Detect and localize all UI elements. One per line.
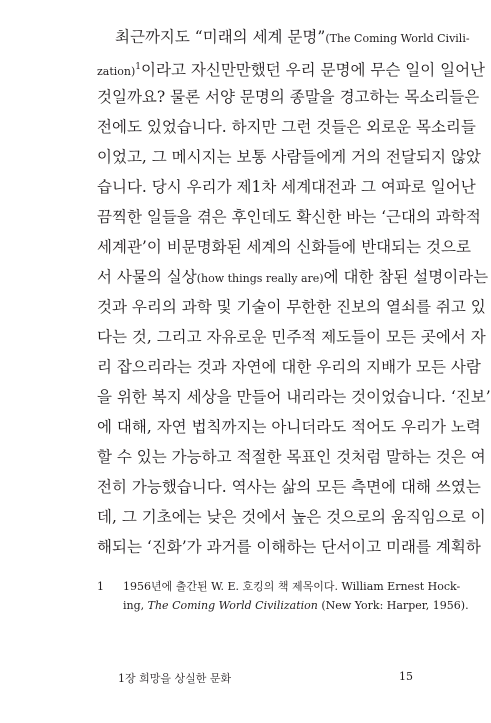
page-number: 15	[399, 670, 413, 683]
english-title-gloss: (The Coming World Civili-	[325, 32, 470, 45]
body-line-16: 전히 가능했습니다. 역사는 삶의 모든 측면에 대해 쓰였는	[97, 478, 481, 496]
running-footer-chapter: 1장 희망을 상실한 문화	[118, 672, 232, 685]
body-line-4: 전에도 있었습니다. 하지만 그런 것들은 외로운 목소리들	[97, 118, 476, 136]
body-line-3: 것일까요? 물론 서양 문명의 종말을 경고하는 목소리들은	[97, 88, 480, 106]
english-title-gloss-end: zation)	[97, 65, 136, 78]
body-line-13: 을 위한 복지 세상을 만들어 내리라는 것이었습니다. ‘진보’	[97, 388, 491, 406]
body-line-7: 끔찍한 일들을 겪은 후인데도 확신한 바는 ‘근대의 과학적	[97, 208, 481, 226]
footnote-line-2	[123, 596, 469, 615]
body-line-14: 에 대해, 자연 법칙까지는 아니더라도 적어도 우리가 노력	[97, 418, 481, 436]
body-line-9-end: 에 대한 참된 설명이라는	[323, 268, 489, 286]
footnote-author-end: ing,	[123, 599, 148, 612]
footnote-number: 1	[97, 580, 104, 593]
body-line-12: 리 잡으리라는 것과 자연에 대한 우리의 지배가 모든 사람	[97, 358, 481, 376]
body-line-1-text: 최근까지도 “미래의 세계 문명”	[115, 28, 326, 46]
body-line-9-start: 서 사물의 실상	[97, 268, 197, 286]
body-line-10: 것과 우리의 과학 및 기술이 무한한 진보의 열쇠를 쥐고 있	[97, 298, 486, 316]
footnote-publication: (New York: Harper, 1956).	[317, 599, 469, 612]
footnote-line-1: 1956년에 출간된 W. E. 호킹의 책 제목이다. William Ernest Hock-	[123, 580, 461, 593]
body-line-9	[97, 266, 489, 290]
body-line-2-text: 이라고 자신만만했던 우리 문명에 무슨 일이 일어난	[141, 61, 486, 79]
body-line-5: 이었고, 그 메시지는 보통 사람들에게 거의 전달되지 않았	[97, 148, 481, 166]
body-line-1	[115, 26, 470, 50]
body-line-18: 해되는 ‘진화’가 과거를 이해하는 단서이고 미래를 계획하	[97, 538, 481, 556]
english-gloss: (how things really are)	[196, 272, 324, 285]
footnote-marker[interactable]: 1	[135, 62, 142, 72]
body-line-6: 습니다. 당시 우리가 제1차 세계대전과 그 여파로 일어난	[97, 178, 476, 196]
body-line-8: 세계관’이 비문명화된 세계의 신화들에 반대되는 것으로	[97, 238, 471, 256]
body-line-15: 할 수 있는 가능하고 적절한 목표인 것처럼 말하는 것은 여	[97, 448, 486, 466]
footnote-book-title: The Coming World Civilization	[147, 599, 318, 612]
body-line-17: 데, 그 기초에는 낮은 것에서 높은 것으로의 움직임으로 이	[97, 508, 486, 526]
body-line-11: 다는 것, 그리고 자유로운 민주적 제도들이 모든 곳에서 자	[97, 328, 486, 346]
body-line-2	[97, 56, 486, 83]
